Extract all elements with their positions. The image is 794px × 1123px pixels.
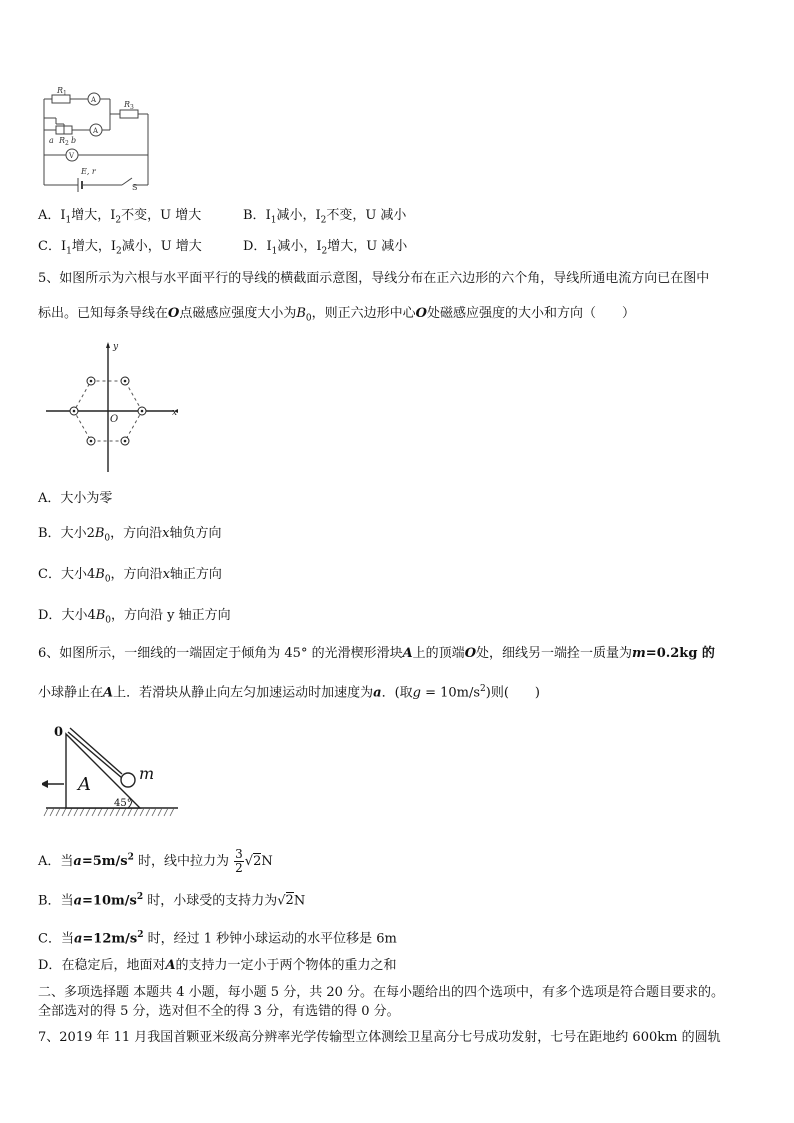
svg-text:b: b: [71, 136, 77, 145]
svg-text:a: a: [49, 136, 54, 145]
svg-text:0: 0: [54, 725, 64, 740]
q5-option-a[interactable]: A．大小为零: [38, 491, 113, 506]
svg-text:S: S: [132, 183, 138, 192]
q7-stem-line1: 7、2019 年 11 月我国首颗亚米级高分辨率光学传输型立体测绘卫星高分七号成功发射，七号在距地约 600km 的圆轨: [38, 1030, 721, 1045]
q4-option-b[interactable]: B．$I_1$减小，$I_2$不变，U 减小: [243, 208, 407, 226]
svg-text:V: V: [69, 152, 75, 160]
svg-text:y: y: [113, 342, 119, 352]
q6-option-a[interactable]: A．当$a=5m/s^2$ 时，线中拉力为 $\frac{3}{2}$ √2N: [38, 847, 273, 875]
svg-text:m: m: [139, 764, 155, 783]
q4-option-d[interactable]: D．$I_1$减小，$I_2$增大，U 减小: [243, 239, 408, 257]
acceleration-arrow-icon: [42, 780, 48, 788]
q4-circuit-diagram: [38, 84, 156, 192]
svg-text:A: A: [91, 96, 97, 104]
svg-text:2: 2: [65, 140, 69, 147]
q6-wedge-figure: [42, 722, 182, 826]
q6-stem-line1: 6、如图所示，一细线的一端固定于倾角为 45° 的光滑楔形滑块A上的顶端O处，细线另一端拴一质量为m=0.2kg 的: [38, 646, 715, 661]
svg-text:3: 3: [130, 104, 134, 111]
svg-text:R: R: [57, 86, 64, 95]
q6-option-d[interactable]: D．在稳定后，地面对A的支持力一定小于两个物体的重力之和: [38, 958, 397, 973]
sqrt-icon: √: [277, 893, 286, 909]
q6-stem-line2: 小球静止在A上．若滑块从静止向左匀加速运动时加速度为a．(取$g = 10m/s^2$)则( ): [38, 684, 540, 701]
svg-text:O: O: [110, 414, 119, 425]
svg-text:A: A: [78, 774, 91, 795]
q5-hexagon-figure: [44, 340, 184, 475]
q5-stem-line1: 5、如图所示为六根与水平面平行的导线的横截面示意图，导线分布在正六边形的六个角，导线所通电流方向已在图中: [38, 271, 710, 286]
svg-text:A: A: [93, 127, 99, 135]
section2-header-line1: 二、多项选择题 本题共 4 小题，每小题 5 分，共 20 分。在每小题给出的四个选项中，有多个选项是符合题目要求的。: [38, 985, 725, 1000]
wedge-block: [66, 734, 140, 808]
svg-text:1: 1: [63, 90, 67, 97]
svg-text:E, r: E, r: [81, 167, 96, 176]
q6-option-b[interactable]: B．当$a=10m/s^2$ 时，小球受的支持力为√2N: [38, 892, 306, 909]
section2-header-line2: 全部选对的得 5 分，选对但不全的得 3 分，有选错的得 0 分。: [38, 1004, 400, 1019]
r3-resistor: [120, 110, 138, 118]
fraction-three-halves: $\frac{3}{2}$: [235, 847, 243, 875]
q5-option-c[interactable]: C．大小$4B_0$，方向沿x轴正方向: [38, 567, 222, 585]
q5-option-b[interactable]: B．大小$2B_0$，方向沿x轴负方向: [38, 526, 222, 544]
svg-text:R: R: [124, 100, 131, 109]
svg-text:45°: 45°: [114, 798, 132, 809]
q5-stem-line2: 标出。已知每条导线在O点磁感应强度大小为$B_0$，则正六边形中心O处磁感应强度的大小和方向（ ）: [38, 306, 636, 324]
q4-option-a[interactable]: A．$I_1$增大，$I_2$不变，U 增大: [38, 208, 202, 226]
q5-option-d[interactable]: D．大小$4B_0$，方向沿 y 轴正方向: [38, 608, 231, 626]
svg-text:x: x: [172, 408, 178, 418]
q6-option-c[interactable]: C．当$a=12m/s^2$ 时，经过 1 秒钟小球运动的水平位移是 6m: [38, 930, 397, 947]
switch-icon: [122, 178, 132, 185]
q4-option-c[interactable]: C．$I_1$增大，$I_2$减小，U 增大: [38, 239, 202, 257]
r1-resistor: [52, 95, 70, 103]
sqrt-icon: √: [244, 854, 254, 869]
ball: [121, 773, 135, 787]
svg-text:R: R: [59, 136, 66, 145]
